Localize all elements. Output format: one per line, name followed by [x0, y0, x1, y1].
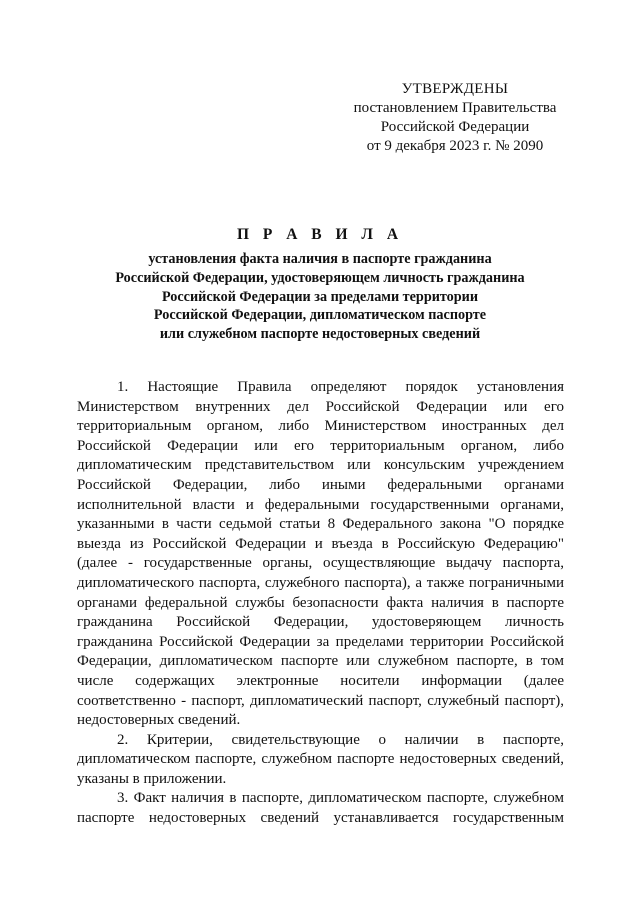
- document-title: П Р А В И Л А: [236, 226, 404, 243]
- paragraph-1-line: дипломатическим представительством или консульским учреждением: [77, 457, 564, 474]
- approval-heading: УТВЕРЖДЕНЫ: [401, 81, 509, 97]
- approval-line: Российской Федерации: [380, 119, 530, 135]
- paragraph-1-line: дипломатического паспорта, служебного паспорта), а также пограничными: [77, 574, 564, 591]
- paragraph-1-line: Российской Федерации, либо иными федеральными органами: [77, 476, 564, 493]
- paragraph-3-line: паспорте недостоверных сведений устанавливается государственным: [77, 810, 564, 827]
- paragraph-1-line: выезда из Российской Федерации и въезда в Российскую Федерацию": [77, 535, 564, 552]
- approval-line: от 9 декабря 2023 г. № 2090: [366, 138, 544, 154]
- paragraph-2-line: 2. Критерии, свидетельствующие о наличии в паспорте,: [117, 731, 564, 748]
- paragraph-1-line: органами федеральной службы безопасности факта наличия в паспорте: [77, 594, 564, 611]
- paragraph-1-line: Министерством внутренних дел Российской Федерации или его: [77, 398, 564, 415]
- paragraph-1-line: недостоверных сведений.: [77, 712, 241, 729]
- document-subtitle-line: Российской Федерации за пределами территории: [161, 288, 479, 305]
- paragraph-2-line: указаны в приложении.: [77, 770, 227, 787]
- paragraph-1-line: указанными в части седьмой статьи 8 Федерального закона "О порядке: [77, 516, 564, 533]
- paragraph-1-line: гражданина Российской Федерации, удостоверяющем личность: [77, 614, 564, 631]
- paragraph-1-line: гражданина Российской Федерации за пределами территории Российской: [77, 633, 564, 650]
- document-subtitle-line: Российской Федерации, дипломатическом паспорте: [153, 307, 487, 324]
- paragraph-1-line: исполнительной власти и федеральными государственными органами,: [77, 496, 564, 513]
- paragraph-1-line: (далее - государственные органы, осуществляющие выдачу паспорта,: [77, 555, 564, 572]
- document-body: [77, 378, 564, 829]
- paragraph-1-line: Российской Федерации или его территориальным органом, либо: [77, 437, 564, 454]
- paragraph-2-line: дипломатическом паспорте, служебном паспорте недостоверных сведений,: [77, 751, 564, 768]
- document-subtitle-line: Российской Федерации, удостоверяющем личность гражданина: [115, 269, 525, 286]
- document-subtitle-line: установления факта наличия в паспорте гражданина: [148, 251, 492, 267]
- approval-stamp: [330, 80, 580, 156]
- document-title-block: [60, 226, 580, 344]
- paragraph-1-line: территориальным органом, либо Министерством иностранных дел: [77, 418, 564, 435]
- paragraph-3-line: 3. Факт наличия в паспорте, дипломатическом паспорте, служебном: [117, 790, 564, 807]
- document-subtitle-line: или служебном паспорте недостоверных сведений: [159, 326, 481, 343]
- paragraph-1-line: соответственно - паспорт, дипломатический паспорт, служебный паспорт),: [77, 692, 564, 709]
- paragraph-1-line: 1. Настоящие Правила определяют порядок установления: [117, 379, 564, 395]
- paragraph-1-line: Федерации, дипломатическом паспорте или служебном паспорте, в том: [77, 653, 564, 670]
- approval-line: постановлением Правительства: [353, 100, 557, 116]
- paragraph-1-line: числе содержащих электронные носители информации (далее: [77, 672, 564, 689]
